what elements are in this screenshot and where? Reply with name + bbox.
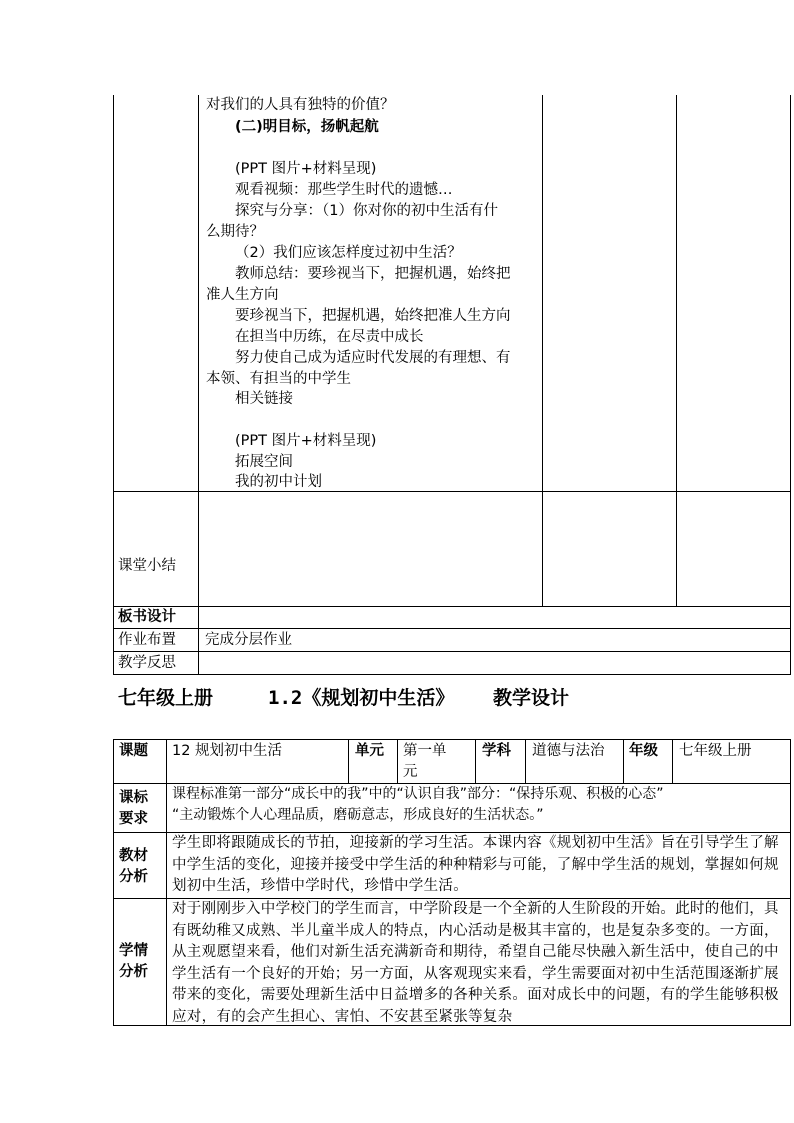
textbook-analysis-text: 学生即将跟随成长的节拍，迎接新的学习生活。本课内容《规划初中生活》旨在引导学生了解中学生活的变化，迎接并接受中学生活的种种精彩与可能，了解中学生活的规划，掌握如何规划初中生活，珍惜中学时代，珍惜中学生活。	[172, 835, 779, 894]
content-line: 拓展空间	[235, 454, 293, 470]
topic-value: 12 规划初中生活	[172, 743, 283, 759]
textbook-label: 教材	[119, 848, 148, 864]
content-line: (PPT 图片+材料呈现)	[235, 161, 377, 177]
grade-label: 年级	[629, 743, 658, 759]
subject-value: 道德与法治	[532, 743, 605, 759]
content-line: （2）我们应该怎样度过初中生活？	[235, 245, 462, 261]
unit-value: 第一单	[403, 743, 447, 759]
topic-label: 课题	[119, 743, 148, 759]
homework-value: 完成分层作业	[205, 632, 292, 648]
content-line: 在担当中历练，在尽责中成长	[235, 329, 424, 345]
learner-label: 学情	[119, 943, 148, 959]
content-line: 本领、有担当的中学生	[206, 371, 351, 387]
title-suffix: 教学设计	[493, 687, 570, 709]
subject-label: 学科	[482, 743, 511, 759]
title-lesson: 1.2《规划初中生活》	[268, 687, 455, 709]
unit-label: 单元	[355, 743, 384, 759]
content-line: 教师总结：要珍视当下，把握机遇，始终把	[235, 266, 511, 282]
content-line: 我的初中计划	[235, 474, 322, 490]
homework-label: 作业布置	[118, 632, 176, 648]
content-line: 观看视频：那些学生时代的遗憾…	[235, 182, 453, 198]
content-line: 探究与分享：（1）你对你的初中生活有什	[235, 203, 498, 219]
content-line: 准人生方向	[206, 287, 279, 303]
summary-label: 课堂小结	[118, 558, 176, 574]
textbook-label-cont: 分析	[119, 869, 148, 885]
content-line: 对我们的人具有独特的价值？	[206, 97, 395, 113]
standard-label-cont: 要求	[119, 811, 148, 827]
content-line: 相关链接	[235, 391, 293, 407]
content-line: 要珍视当下，把握机遇，始终把准人生方向	[235, 308, 511, 324]
standard-text: 课程标准第一部分“成长中的我”中的“认识自我”部分：“保持乐观、积极的心态”	[172, 786, 664, 802]
board-design-label: 板书设计	[118, 609, 176, 625]
content-line: 么期待？	[206, 224, 264, 240]
title-grade: 七年级上册	[118, 687, 214, 709]
standard-text-cont: “主动锻炼个人心理品质，磨砺意志，形成良好的生活状态。”	[172, 807, 544, 823]
standard-label: 课标	[119, 790, 148, 806]
section-heading: (二)明目标，扬帆起航	[235, 119, 379, 135]
content-line: 努力使自己成为适应时代发展的有理想、有	[235, 350, 511, 366]
learner-label-cont: 分析	[119, 964, 148, 980]
learner-analysis-text: 对于刚刚步入中学校门的学生而言，中学阶段是一个全新的人生阶段的开始。此时的他们，具有既幼稚又成熟、半儿童半成人的特点，内心活动是极其丰富的，也是复杂多变的。一方面，从主观愿望来看，他们对新生活充满新奇和期待，希望自己能尽快融入新生活中，使自己的中学生活有一个良好的开始；另一方面，从客观现实来看，学生需要面对初中生活范围逐渐扩展带来的变化，需要处理新生活中日益增多的各种关系。面对成长中的问题，有的学生能够积极应对，有的会产生担心、害怕、不安甚至紧张等复杂	[172, 901, 779, 1024]
unit-value-cont: 元	[403, 764, 418, 780]
reflection-label: 教学反思	[118, 655, 176, 671]
grade-value: 七年级上册	[679, 743, 752, 759]
content-line: (PPT 图片+材料呈现)	[235, 433, 377, 449]
